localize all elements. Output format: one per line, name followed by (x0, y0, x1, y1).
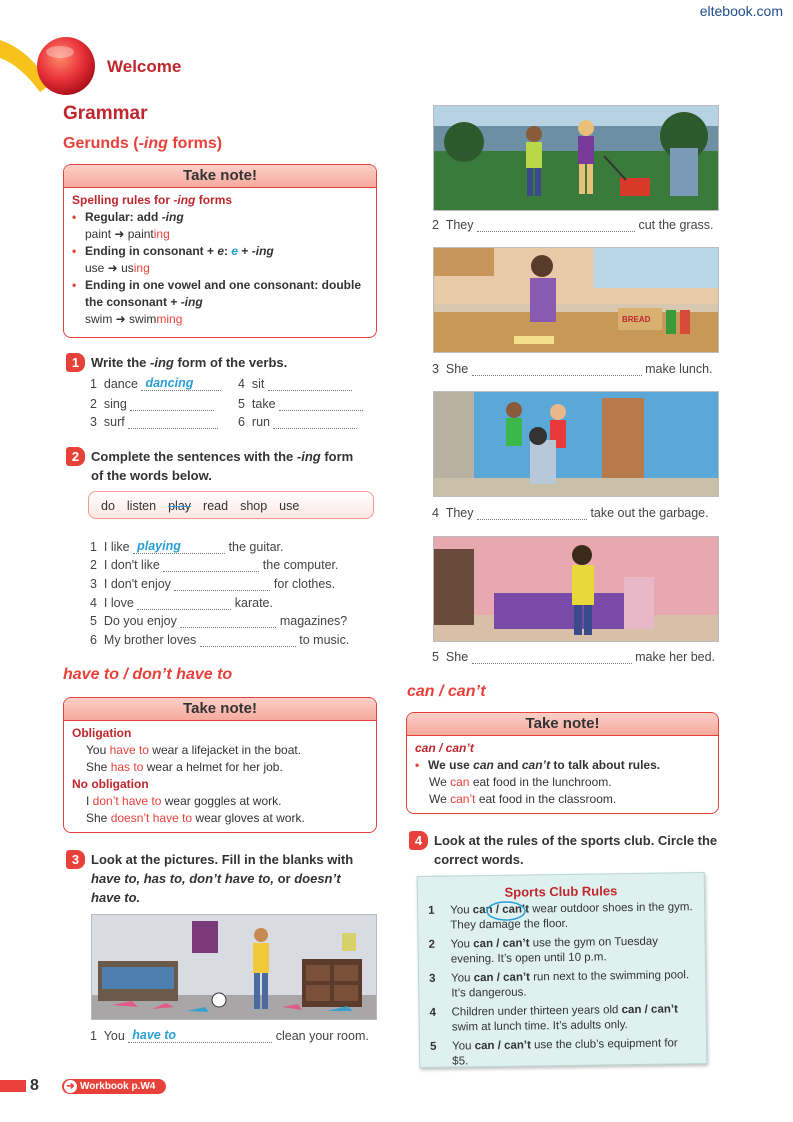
word-do: do (101, 499, 115, 513)
workbook-link-label: Workbook p.W4 (80, 1081, 156, 1092)
rule-3: 3 You can / can’t run next to the swimming pool. It’s dangerous. (429, 969, 690, 1000)
ex2-item-1: 1 I like playing the guitar. (90, 539, 284, 554)
ex2-item-3: 3 I don't enjoy for clothes. (90, 577, 336, 591)
have-to-heading: have to / don’t have to (63, 666, 233, 683)
gerunds-heading-post: forms) (167, 135, 223, 152)
rule-2-options[interactable]: can / can’t (473, 937, 530, 951)
note-header: Take note! (64, 165, 376, 188)
ex1-item-3: 3 surf (90, 414, 218, 429)
ex3-answer-2[interactable] (477, 217, 635, 232)
word-listen: listen (126, 499, 157, 513)
unit-badge-icon (0, 30, 110, 110)
obligation-example-1: You have to wear a lifejacket in the boat. (86, 743, 302, 757)
exercise-2-title: 2 Complete the sentences with the -ing form of the words below. (66, 447, 353, 485)
note-body (64, 721, 376, 831)
ex3-item-1: 1 You have to clean your room. (90, 1028, 369, 1043)
page-number: 8 (30, 1077, 39, 1094)
ex2-answer-5[interactable] (180, 613, 276, 628)
spelling-note-box (63, 164, 377, 338)
obligation-example-2: She has to wear a helmet for her job. (86, 760, 283, 774)
ex1-answer-1[interactable]: dancing (141, 376, 221, 391)
gerunds-heading-pre: Gerunds ( (63, 135, 139, 152)
ex1-answer-6[interactable] (273, 414, 357, 429)
ex2-answer-3[interactable] (174, 576, 270, 591)
word-use: use (279, 499, 300, 513)
gerunds-heading-ing: -ing (138, 135, 168, 152)
rule-double-consonant-line2: the consonant + -ing (85, 295, 203, 309)
ex2-answer-6[interactable] (200, 632, 296, 647)
ex3-answer-5[interactable] (472, 649, 632, 664)
ex1-item-1: 1 dance dancing (90, 376, 221, 391)
can-rule: • We use can and can’t to talk about rules. (415, 757, 710, 774)
rule-4: 4 Children under thirteen years old can / can’t swim at lunch time. It’s adults only. (429, 1003, 678, 1034)
rule-regular-example: paint ➜ painting (85, 227, 170, 241)
no-obligation-label: No obligation (72, 777, 149, 791)
ex3-item-5: 5 She make her bed. (432, 650, 716, 664)
exercise-3-number: 3 (66, 850, 85, 869)
exercise-1-number: 1 (66, 353, 85, 372)
no-obligation-example-1: I don’t have to wear goggles at work. (86, 794, 282, 808)
rule-consonant-e-example: use ➜ using (85, 261, 150, 275)
rule-5-options[interactable]: can / can’t (474, 1039, 531, 1053)
picture-take-out-garbage (433, 391, 719, 497)
rule-regular: • Regular: add -ing (72, 209, 368, 226)
watermark: eltebook.com (699, 3, 783, 19)
arrow-right-icon: ➜ (64, 1080, 77, 1093)
rule-1-options[interactable]: can / can’t (472, 903, 530, 917)
can-note-subtitle: can / can’t (415, 741, 474, 755)
ex1-item-5: 5 take (238, 396, 363, 411)
can-heading: can / can’t (407, 683, 486, 700)
exercise-4-title: 4 Look at the rules of the sports club. Circle the correct words. (409, 831, 717, 869)
ex3-answer-3[interactable] (472, 361, 642, 376)
ex2-answer-4[interactable] (137, 595, 231, 610)
ex3-item-2: 2 They cut the grass. (432, 218, 714, 232)
workbook-link[interactable] (62, 1079, 166, 1094)
ex2-answer-1[interactable]: playing (133, 539, 225, 554)
ex1-item-2: 2 sing (90, 396, 214, 411)
rule-consonant-e: • Ending in consonant + e: e + -ing (72, 243, 368, 260)
note-header: Take note! (407, 713, 718, 736)
word-shop: shop (240, 499, 268, 513)
rule-double-consonant: • Ending in one vowel and one consonant: double (72, 277, 368, 294)
word-play: play (168, 499, 192, 513)
ex2-item-5: 5 Do you enjoy magazines? (90, 614, 348, 628)
picture-cut-grass (433, 105, 719, 211)
rule-4-options[interactable]: can / can’t (621, 1003, 678, 1017)
sports-club-rules-card (417, 872, 708, 1068)
ex3-item-4: 4 They take out the garbage. (432, 506, 709, 520)
ex2-item-2: 2 I don't like the computer. (90, 558, 339, 572)
can-example-1: We can eat food in the lunchroom. (429, 775, 612, 789)
note-header: Take note! (64, 698, 376, 721)
ex2-answer-2[interactable] (163, 557, 259, 572)
exercise-2-number: 2 (66, 447, 85, 466)
exercise-3-title: 3 Look at the pictures. Fill in the blanks with have to, has to, don’t have to, or doesn’t have to. (66, 850, 353, 907)
picture-messy-room (91, 914, 377, 1020)
word-bank (88, 491, 374, 519)
can-example-2: We can’t eat food in the classroom. (429, 792, 617, 806)
no-obligation-example-2: She doesn’t have to wear gloves at work. (86, 811, 305, 825)
exercise-4-number: 4 (409, 831, 428, 850)
ex3-answer-4[interactable] (477, 505, 587, 520)
rule-1: 1 You can / can’t wear outdoor shoes in the gym. They damage the floor. (428, 901, 693, 932)
ex1-item-4: 4 sit (238, 376, 352, 391)
note-subtitle: Spelling rules for -ing forms (72, 193, 233, 207)
exercise-1-title: 1 Write the -ing form of the verbs. (66, 353, 287, 372)
word-read: read (203, 499, 229, 513)
obligation-label: Obligation (72, 726, 132, 740)
rule-2: 2 You can / can’t use the gym on Tuesday evening. It’s open until 10 p.m. (428, 935, 659, 966)
ex1-answer-3[interactable] (128, 414, 218, 429)
bread-label: BREAD (622, 315, 651, 324)
grammar-heading: Grammar (63, 103, 148, 124)
can-note-box (406, 712, 719, 814)
ex1-answer-4[interactable] (268, 376, 352, 391)
ex1-answer-5[interactable] (279, 396, 363, 411)
ex1-item-6: 6 run (238, 414, 357, 429)
picture-make-lunch (433, 247, 719, 353)
picture-make-bed (433, 536, 719, 642)
unit-title: Welcome (107, 57, 182, 76)
gerunds-heading (63, 135, 222, 153)
rule-3-options[interactable]: can / can’t (473, 971, 531, 985)
page-marker (0, 1080, 26, 1092)
rule-double-consonant-example: swim ➜ swimming (85, 312, 183, 326)
ex3-answer-1[interactable]: have to (128, 1028, 272, 1043)
obligation-note-box (63, 697, 377, 833)
rule-5: 5 You can / can’t use the club’s equipment for $5. (429, 1037, 678, 1068)
rules-card-title: Sports Club Rules (504, 883, 618, 900)
ex2-item-4: 4 I love karate. (90, 596, 273, 610)
answer-circle-icon (484, 899, 528, 923)
note-body (64, 188, 376, 332)
ex3-item-3: 3 She make lunch. (432, 362, 713, 376)
note-body (407, 736, 718, 812)
ex1-answer-2[interactable] (130, 396, 214, 411)
ex2-item-6: 6 My brother loves to music. (90, 633, 350, 647)
